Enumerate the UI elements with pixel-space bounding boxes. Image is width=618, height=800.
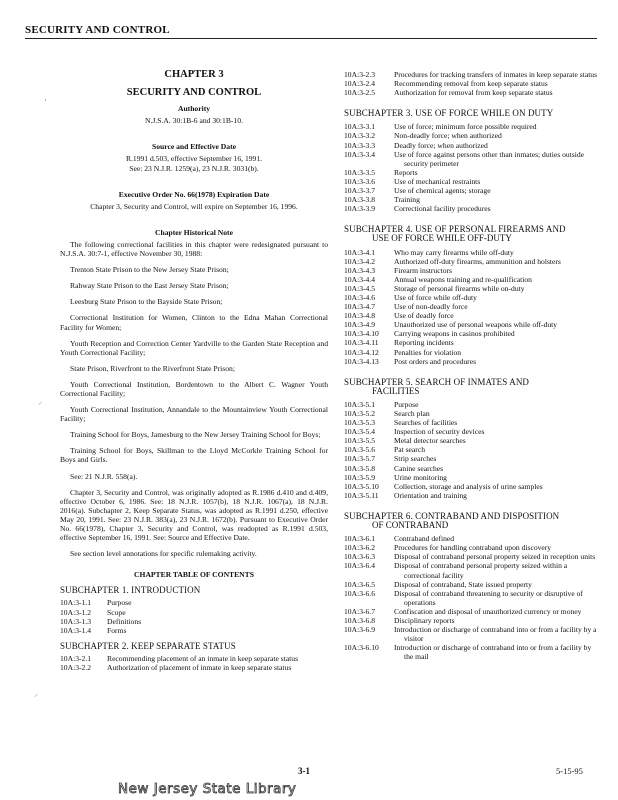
- section-title: Confiscation and disposal of unauthorized currency or money: [394, 606, 582, 616]
- toc-entry: [60, 654, 328, 663]
- toc-entry: [344, 445, 598, 454]
- section-title: Introduction or discharge of contraband into or from a facility by a visitor: [394, 625, 597, 644]
- section-number: 10A:3-4.10: [344, 329, 379, 339]
- toc-entry: [344, 338, 598, 347]
- toc-entry: [344, 293, 598, 302]
- toc-entry: [344, 311, 598, 320]
- page-number: 3-1: [298, 766, 310, 776]
- section-title: Disciplinary reports: [394, 615, 455, 625]
- toc-entry: [344, 122, 598, 131]
- section-title: Canine searches: [394, 463, 444, 473]
- section-number: 10A:3-4.8: [344, 311, 376, 321]
- toc-entry: [344, 625, 598, 643]
- section-title: Orientation and training: [394, 490, 467, 500]
- toc-entry: [344, 195, 598, 204]
- toc-entry: [344, 607, 598, 616]
- right-column: [344, 70, 598, 661]
- source-heading: Source and Effective Date: [151, 142, 236, 152]
- toc-entry: [344, 275, 598, 284]
- toc-entry: [344, 473, 598, 482]
- subchapter-4-heading-cont: USE OF FORCE WHILE OFF-DUTY: [372, 233, 512, 244]
- section-title: Authorization for removal from keep separate status: [394, 88, 553, 98]
- section-number: 10A:3-5.8: [344, 463, 376, 473]
- scan-speck: ⸍: [34, 692, 39, 702]
- toc-entry: [344, 616, 598, 625]
- toc-entry: [344, 266, 598, 275]
- left-column: [60, 70, 328, 672]
- section-title: Use of deadly force: [394, 311, 454, 321]
- section-number: 10A:3-6.9: [344, 625, 376, 635]
- toc-entry: [344, 491, 598, 500]
- history-para: Training School for Boys, Jamesburg to the New Jersey Training School for Boys;: [70, 430, 321, 440]
- chapter-number: CHAPTER 3: [164, 69, 224, 80]
- toc-entry: [344, 302, 598, 311]
- section-number: 10A:3-2.4: [344, 79, 376, 89]
- section-title: Unauthorized use of personal weapons while off-duty: [394, 320, 558, 330]
- section-title: Reports: [394, 167, 418, 177]
- subchapter-6-heading: SUBCHAPTER 6. CONTRABAND AND DISPOSITION: [344, 510, 560, 521]
- section-number: 10A:3-4.1: [344, 247, 376, 257]
- toc-entry: [344, 561, 598, 579]
- section-number: 10A:3-3.7: [344, 186, 376, 196]
- section-number: 10A:3-5.3: [344, 418, 376, 428]
- section-title: Use of chemical agents; storage: [394, 186, 491, 196]
- history-para: State Prison, Riverfront to the Riverfront State Prison;: [70, 363, 235, 373]
- toc-entry: [344, 436, 598, 445]
- section-title: Disposal of contraband personal property seized within a correctional facility: [394, 561, 568, 580]
- section-number: 10A:3-4.9: [344, 320, 376, 330]
- section-number: 10A:3-4.7: [344, 302, 376, 312]
- section-title: Purpose: [394, 399, 419, 409]
- section-number: 10A:3-1.4: [60, 625, 92, 635]
- history-para: Leesburg State Prison to the Bayside State Prison;: [70, 297, 223, 307]
- section-number: 10A:3-5.5: [344, 436, 376, 446]
- toc-entry: [344, 643, 598, 661]
- toc-entry: [344, 464, 598, 473]
- toc-entry: [344, 543, 598, 552]
- header-title: SECURITY AND CONTROL: [25, 24, 170, 36]
- authority-text: N.J.S.A. 30:1B-6 and 30:1B-10.: [145, 116, 243, 126]
- toc-entry: [344, 418, 598, 427]
- section-title: Annual weapons training and re-qualification: [394, 274, 532, 284]
- section-number: 10A:3-4.11: [344, 338, 379, 348]
- subchapter-3-heading: SUBCHAPTER 3. USE OF FORCE WHILE ON DUTY: [344, 108, 554, 119]
- scan-speck: ⸍: [38, 400, 43, 410]
- toc-entry: [344, 589, 598, 607]
- section-number: 10A:3-3.6: [344, 176, 376, 186]
- section-number: 10A:3-6.5: [344, 579, 376, 589]
- section-number: 10A:3-4.4: [344, 274, 376, 284]
- section-title: Use of force; minimum force possible required: [394, 122, 537, 132]
- section-number: 10A:3-5.4: [344, 427, 376, 437]
- toc-entry: [344, 329, 598, 338]
- section-title: Use of non-deadly force: [394, 302, 468, 312]
- authority-heading: Authority: [177, 104, 211, 114]
- section-title: Recommending removal from keep separate status: [394, 79, 548, 89]
- section-title: Non-deadly force; when authorized: [394, 131, 502, 141]
- history-para: Rahway State Prison to the East Jersey State Prison;: [70, 281, 229, 291]
- section-title: Forms: [107, 625, 127, 635]
- section-number: 10A:3-3.1: [344, 122, 376, 132]
- section-title: Correctional facility procedures: [394, 204, 491, 214]
- section-title: Use of mechanical restraints: [394, 176, 481, 186]
- section-title: Introduction or discharge of contraband into or from a facility by the mail: [394, 643, 592, 662]
- history-para: Correctional Institution for Women, Clinton to the Edna Mahan Correctional Facility for Women;: [60, 313, 328, 332]
- section-title: Urine monitoring: [394, 472, 447, 482]
- section-title: Post orders and procedures: [394, 356, 477, 366]
- running-header: [25, 20, 597, 39]
- toc-entry: [344, 482, 598, 491]
- subchapter-5-list: [344, 400, 598, 500]
- section-number: 10A:3-3.5: [344, 167, 376, 177]
- history-para: Chapter 3, Security and Control, was originally adopted as R.1986 d.410 and d.409, effective October 6, 1986. See: 18 N.J.R. 1057(b), 18 N.J.R. 1067(a), 18 N.J.R. 2016(a). Subchapter 2, Keep Separate Status, was adopted as R.1991 d.250, effective May 20, 1991. See: 23 N.J.R. 383(a), 23 N.J.R. 1672(b). Pursuant to Executive Order No. 66(1978), Chapter 3, Security and Control, was readopted as R.1991 d.503, effective September 16, 1991. See: Source and Effective Date.: [60, 487, 328, 543]
- history-para: See section level annotations for specific rulemaking activity.: [70, 549, 257, 559]
- toc-entry: [344, 348, 598, 357]
- section-title: Carrying weapons in casinos prohibited: [394, 329, 515, 339]
- section-title: Collection, storage and analysis of urine samples: [394, 481, 543, 491]
- section-number: 10A:3-4.13: [344, 356, 379, 366]
- section-number: 10A:3-4.2: [344, 256, 376, 266]
- toc-entry: [344, 454, 598, 463]
- history-para: Youth Correctional Institution, Annandale to the Mountainview Youth Correctional Facility;: [60, 405, 328, 424]
- section-title: Inspection of security devices: [394, 427, 485, 437]
- section-title: Recommending placement of an inmate in keep separate status: [107, 653, 299, 663]
- history-para: The following correctional facilities in this chapter were redesignated pursuant to N.J.S.A. 30:7-1, effective November 30, 1988:: [60, 239, 328, 259]
- toc-entry: [344, 534, 598, 543]
- subchapter-4-list: [344, 248, 598, 366]
- section-title: Training: [394, 195, 420, 205]
- section-title: Searches of facilities: [394, 418, 458, 428]
- section-title: Procedures for tracking transfers of inmates in keep separate status: [394, 70, 598, 79]
- section-title: Use of force against persons other than inmates; duties outside security perimeter: [394, 149, 585, 168]
- toc-entry: [344, 88, 598, 97]
- section-title: Disposal of contraband personal property seized in reception units: [394, 552, 596, 562]
- section-title: Reporting incidents: [394, 338, 454, 348]
- section-number: 10A:3-5.1: [344, 399, 376, 409]
- toc-entry: [344, 580, 598, 589]
- subchapter-5-heading: SUBCHAPTER 5. SEARCH OF INMATES AND: [344, 376, 530, 387]
- toc-entry: [344, 248, 598, 257]
- section-number: 10A:3-5.2: [344, 409, 376, 418]
- section-title: Procedures for handling contraband upon discovery: [394, 543, 552, 553]
- section-number: 10A:3-6.4: [344, 561, 376, 571]
- section-number: 10A:3-3.3: [344, 140, 376, 150]
- section-number: 10A:3-3.2: [344, 131, 376, 141]
- section-title: Scope: [107, 607, 126, 617]
- section-number: 10A:3-3.9: [344, 204, 376, 214]
- section-number: 10A:3-2.2: [60, 663, 92, 673]
- section-number: 10A:3-2.1: [60, 653, 92, 663]
- section-number: 10A:3-6.6: [344, 588, 376, 598]
- toc-entry: [344, 177, 598, 186]
- section-number: 10A:3-6.10: [344, 643, 379, 653]
- chapter-title: SECURITY AND CONTROL: [126, 87, 262, 99]
- toc-entry: [60, 608, 328, 617]
- section-number: 10A:3-1.2: [60, 607, 92, 617]
- section-number: 10A:3-5.7: [344, 454, 376, 464]
- subchapter-5-heading-cont: FACILITIES: [372, 385, 420, 396]
- section-title: Storage of personal firearms while on-duty: [394, 283, 525, 293]
- historical-note-heading: Chapter Historical Note: [155, 227, 233, 237]
- subchapter-4-heading: SUBCHAPTER 4. USE OF PERSONAL FIREARMS AND: [344, 224, 566, 235]
- toc-entry: [344, 357, 598, 366]
- subchapter-6-list: [344, 534, 598, 661]
- toc-entry: [344, 150, 598, 168]
- subchapter-3-list: [344, 122, 598, 213]
- exec-order-text: Chapter 3, Security and Control, will expire on September 16, 1996.: [90, 201, 298, 211]
- section-number: 10A:3-6.2: [344, 543, 376, 553]
- section-title: Authorization of placement of inmate in keep separate status: [107, 663, 292, 673]
- toc-entry: [344, 257, 598, 266]
- history-para: See: 21 N.J.R. 558(a).: [70, 471, 138, 481]
- scan-speck: ‚: [44, 92, 47, 102]
- toc-entry: [344, 168, 598, 177]
- section-title: Firearm instructors: [394, 265, 452, 275]
- revision-date: 5-15-95: [556, 766, 583, 776]
- section-title: Disposal of contraband threatening to security or disruptive of operations: [394, 588, 583, 607]
- subchapter-6-heading-cont: OF CONTRABAND: [372, 520, 449, 531]
- section-title: Penalties for violation: [394, 347, 462, 357]
- section-title: Purpose: [107, 598, 132, 608]
- section-number: 10A:3-5.6: [344, 445, 376, 455]
- toc-heading: CHAPTER TABLE OF CONTENTS: [134, 570, 254, 580]
- source-line-1: R.1991 d.503, effective September 16, 1991.: [125, 154, 263, 164]
- section-title: Who may carry firearms while off-duty: [394, 247, 514, 257]
- toc-entry: [60, 617, 328, 626]
- toc-entry: [344, 141, 598, 150]
- section-title: Search plan: [394, 409, 430, 418]
- section-title: Contraband defined: [394, 534, 455, 544]
- section-number: 10A:3-4.6: [344, 292, 376, 302]
- section-title: Use of force while off-duty: [394, 292, 477, 302]
- exec-order-heading: Executive Order No. 66(1978) Expiration Date: [118, 189, 270, 199]
- section-title: Definitions: [107, 616, 142, 626]
- history-para: Trenton State Prison to the New Jersey State Prison;: [70, 265, 229, 275]
- toc-entry: [60, 626, 328, 635]
- section-title: Deadly force; when authorized: [394, 140, 488, 150]
- subchapter-2-list: [60, 654, 328, 672]
- section-title: Metal detector searches: [394, 436, 466, 446]
- section-title: Disposal of contraband, State issued property: [394, 579, 532, 589]
- section-number: 10A:3-4.5: [344, 283, 376, 293]
- subchapter-1-list: [60, 598, 328, 634]
- toc-entry: [344, 552, 598, 561]
- toc-entry: [344, 320, 598, 329]
- history-para: Youth Reception and Correction Center Yardville to the Garden State Reception and Youth Correctional Facility;: [60, 338, 328, 357]
- section-number: 10A:3-1.1: [60, 598, 92, 608]
- section-title: Authorized off-duty firearms, ammunition and holsters: [394, 256, 561, 266]
- section-number: 10A:3-5.11: [344, 490, 379, 500]
- source-line-2: See: 23 N.J.R. 1259(a), 23 N.J.R. 3031(b).: [129, 163, 259, 173]
- toc-entry: [344, 70, 598, 79]
- section-number: 10A:3-1.3: [60, 616, 92, 626]
- section-number: 10A:3-4.3: [344, 265, 376, 275]
- toc-entry: [344, 79, 598, 88]
- toc-entry: [60, 598, 328, 607]
- toc-entry: [344, 427, 598, 436]
- section-number: 10A:3-6.7: [344, 606, 376, 616]
- toc-entry: [60, 663, 328, 672]
- section-title: Pat search: [394, 445, 425, 455]
- toc-entry: [344, 400, 598, 409]
- library-stamp: New Jersey State Library: [118, 781, 297, 797]
- section-number: 10A:3-3.8: [344, 195, 376, 205]
- section-number: 10A:3-6.8: [344, 615, 376, 625]
- section-number: 10A:3-4.12: [344, 347, 379, 357]
- subchapter-1-heading: SUBCHAPTER 1. INTRODUCTION: [60, 585, 201, 596]
- section-title: Strip searches: [394, 454, 437, 464]
- toc-entry: [344, 409, 598, 418]
- toc-entry: [344, 204, 598, 213]
- section-number: 10A:3-5.10: [344, 481, 379, 491]
- section-number: 10A:3-3.4: [344, 149, 376, 159]
- subchapter-2-continued-list: [344, 70, 598, 97]
- toc-entry: [344, 284, 598, 293]
- section-number: 10A:3-5.9: [344, 472, 376, 482]
- history-para: Youth Correctional Institution, Bordentown to the Albert C. Wagner Youth Correctional Facility;: [60, 379, 328, 398]
- toc-entry: [344, 186, 598, 195]
- subchapter-2-heading: SUBCHAPTER 2. KEEP SEPARATE STATUS: [60, 640, 236, 651]
- section-number: 10A:3-6.1: [344, 534, 376, 544]
- section-number: 10A:3-2.3: [344, 70, 376, 79]
- toc-entry: [344, 131, 598, 140]
- history-para: Training School for Boys, Skillman to the Lloyd McCorkle Training School for Boys and Girls.: [60, 446, 328, 465]
- section-number: 10A:3-2.5: [344, 88, 376, 98]
- section-number: 10A:3-6.3: [344, 552, 376, 562]
